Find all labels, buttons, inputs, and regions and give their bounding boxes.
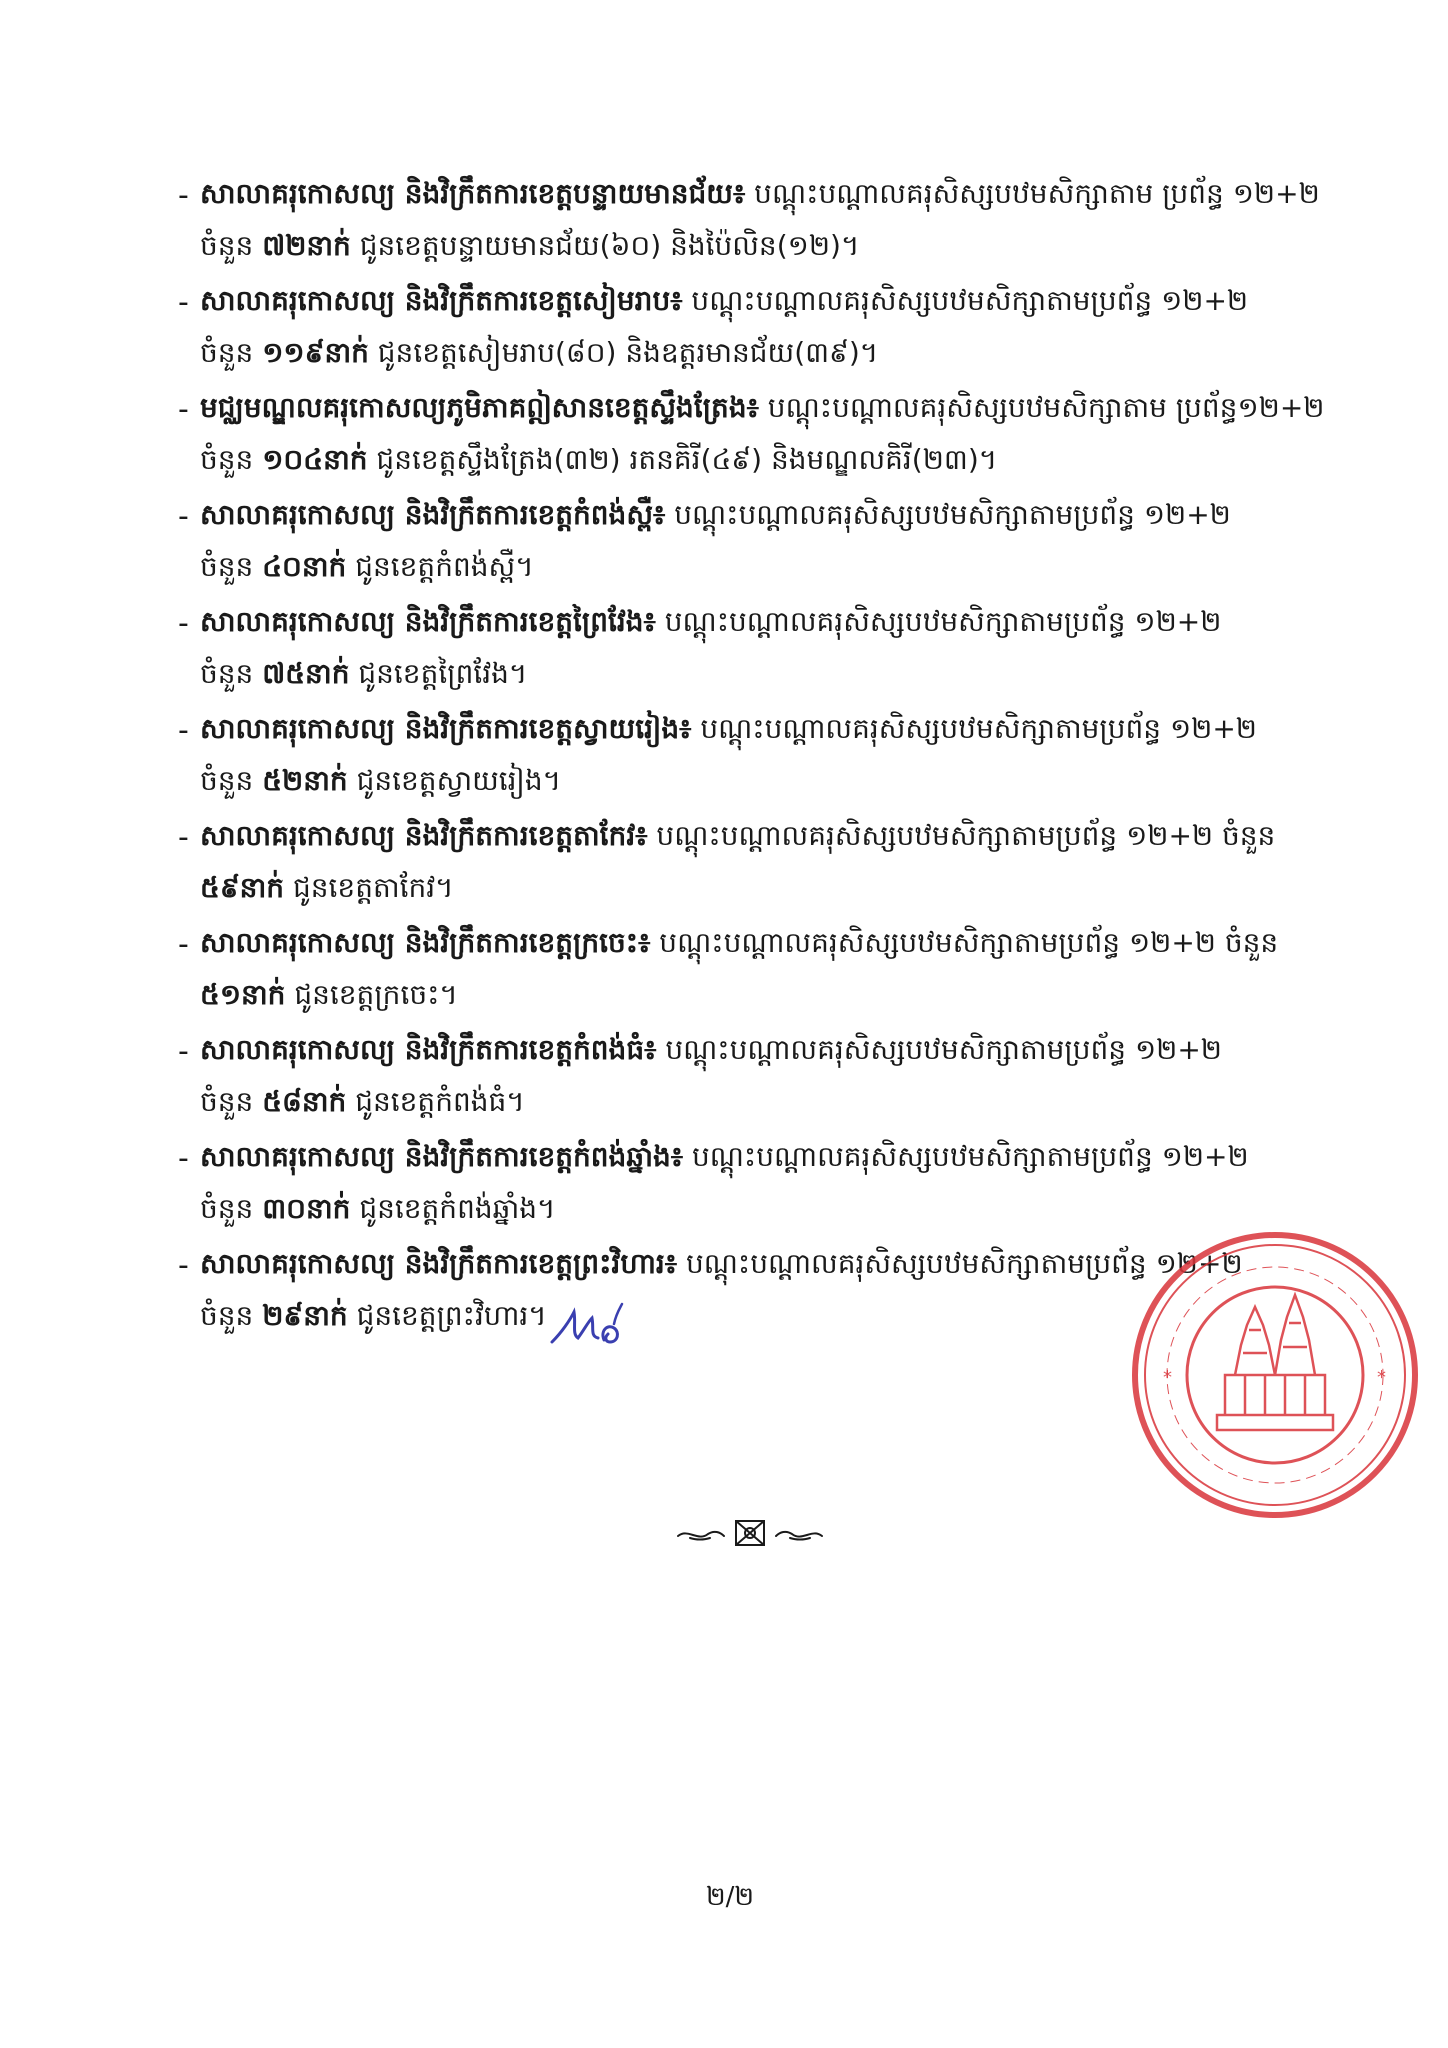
bullet-dash: - bbox=[178, 927, 189, 962]
count-prefix: ចំនួន bbox=[200, 443, 263, 476]
province-distribution: ជូនខេត្តបន្ទាយមានជ័យ(៦០) និងប៉ៃលិន(១២)។ bbox=[350, 229, 860, 262]
trainee-count: ២៩នាក់ bbox=[262, 1299, 348, 1332]
item-line-2 bbox=[200, 1076, 1328, 1128]
item-line-1 bbox=[200, 703, 1328, 755]
item-description: បណ្តុះបណ្តាលគរុសិស្សបឋមសិក្សាតាមប្រព័ន្ធ ១២+២ bbox=[691, 712, 1257, 745]
trainee-count: ១០៤នាក់ bbox=[262, 443, 368, 476]
count-prefix: ចំនួន bbox=[200, 550, 263, 583]
item-line-1 bbox=[200, 917, 1328, 969]
count-prefix: ចំនួន bbox=[200, 764, 263, 797]
svg-text:*: * bbox=[1377, 1367, 1386, 1388]
institution-name: សាលាគរុកោសល្យ និងវិក្រឹតការខេត្តសៀមរាប៖ bbox=[200, 284, 683, 317]
item-line-2 bbox=[200, 969, 1328, 1021]
bullet-dash: - bbox=[178, 1248, 189, 1283]
institution-name: សាលាគរុកោសល្យ និងវិក្រឹតការខេត្តព្រៃវែង៖ bbox=[200, 605, 656, 638]
trainee-count: ៤០នាក់ bbox=[262, 550, 347, 583]
bullet-dash: - bbox=[178, 820, 189, 855]
item-line-2 bbox=[200, 434, 1328, 486]
signature-mark bbox=[548, 1300, 630, 1350]
item-line-2 bbox=[200, 541, 1328, 593]
count-prefix: ចំនួន bbox=[200, 1192, 263, 1225]
allocation-list bbox=[178, 168, 1328, 1345]
item-description: បណ្តុះបណ្តាលគរុសិស្សបឋមសិក្សាតាមប្រព័ន្ធ ១២+២ bbox=[682, 284, 1249, 317]
province-distribution: ជូនខេត្តស្ទឹងត្រែង(៣២) រតនគិរី(៤៩) និងមណ្ឌលគិរី(២៣)។ bbox=[367, 443, 998, 476]
list-item bbox=[178, 1131, 1328, 1238]
list-item bbox=[178, 489, 1328, 596]
item-line-1 bbox=[200, 489, 1328, 541]
bullet-dash: - bbox=[178, 1141, 189, 1176]
province-distribution: ជូនខេត្តកំពង់ធំ។ bbox=[346, 1085, 525, 1118]
list-item bbox=[178, 703, 1328, 810]
bullet-dash: - bbox=[178, 178, 189, 213]
institution-name: សាលាគរុកោសល្យ និងវិក្រឹតការខេត្តស្វាយរៀង៖ bbox=[200, 712, 692, 745]
institution-name: សាលាគរុកោសល្យ និងវិក្រឹតការខេត្តក្រចេះ៖ bbox=[200, 926, 651, 959]
item-line-1 bbox=[200, 275, 1328, 327]
province-distribution: ជូនខេត្តតាកែវ។ bbox=[284, 871, 454, 904]
province-distribution: ជូនខេត្តព្រះវិហារ។ bbox=[347, 1299, 547, 1332]
trainee-count: ៥៨នាក់ bbox=[262, 1085, 347, 1118]
svg-text:*: * bbox=[1163, 1367, 1172, 1388]
province-distribution: ជូនខេត្តព្រៃវែង។ bbox=[349, 657, 528, 690]
trainee-count: ៧៥នាក់ bbox=[262, 657, 350, 690]
item-line-1 bbox=[200, 596, 1328, 648]
count-prefix: ចំនួន bbox=[200, 1299, 263, 1332]
bullet-dash: - bbox=[178, 392, 189, 427]
item-description: បណ្តុះបណ្តាលគរុសិស្សបឋមសិក្សាតាមប្រព័ន្ធ ១២+២ ចំនួន bbox=[647, 819, 1276, 852]
trainee-count: ៣០នាក់ bbox=[262, 1192, 351, 1225]
province-distribution: ជូនខេត្តក្រចេះ។ bbox=[285, 978, 458, 1011]
province-distribution: ជូនខេត្តស្វាយរៀង។ bbox=[347, 764, 562, 797]
bullet-dash: - bbox=[178, 285, 189, 320]
count-prefix: ចំនួន bbox=[200, 336, 263, 369]
item-line-2 bbox=[200, 755, 1328, 807]
list-item bbox=[178, 382, 1328, 489]
item-line-2 bbox=[200, 220, 1328, 272]
count-prefix: ចំនួន bbox=[200, 657, 263, 690]
item-line-2 bbox=[200, 648, 1328, 700]
trainee-count: ៥៩នាក់ bbox=[200, 871, 285, 904]
province-distribution: ជូនខេត្តសៀមរាប(៨០) និងឧត្តរមានជ័យ(៣៩)។ bbox=[368, 336, 879, 369]
page-number: ២/២ bbox=[705, 1882, 755, 1912]
list-item bbox=[178, 168, 1328, 275]
institution-name: មជ្ឈមណ្ឌលគរុកោសល្យភូមិភាគឦសានខេត្តស្ទឹងត្រែង៖ bbox=[200, 391, 759, 424]
bullet-dash: - bbox=[178, 606, 189, 641]
count-prefix: ចំនួន bbox=[200, 229, 263, 262]
item-description: បណ្តុះបណ្តាលគរុសិស្សបឋមសិក្សាតាមប្រព័ន្ធ ១២+២ bbox=[683, 1140, 1249, 1173]
institution-name: សាលាគរុកោសល្យ និងវិក្រឹតការខេត្តតាកែវ៖ bbox=[200, 819, 648, 852]
province-distribution: ជូនខេត្តកំពង់ឆ្នាំង។ bbox=[350, 1192, 556, 1225]
item-description: បណ្តុះបណ្តាលគរុសិស្សបឋមសិក្សាតាមប្រព័ន្ធ ១២+២ bbox=[656, 1033, 1222, 1066]
trainee-count: ៥១នាក់ bbox=[200, 978, 286, 1011]
institution-name: សាលាគរុកោសល្យ និងវិក្រឹតការខេត្តបន្ទាយមានជ័យ៖ bbox=[200, 177, 746, 210]
item-description: បណ្តុះបណ្តាលគរុសិស្សបឋមសិក្សាតាមប្រព័ន្ធ ១២+២ bbox=[677, 1247, 1243, 1280]
item-line-2 bbox=[200, 327, 1328, 379]
item-line-1 bbox=[200, 382, 1328, 434]
item-description: បណ្តុះបណ្តាលគរុសិស្សបឋមសិក្សាតាម ប្រព័ន្ធ១២+២ bbox=[758, 391, 1325, 424]
institution-name: សាលាគរុកោសល្យ និងវិក្រឹតការខេត្តកំពង់ឆ្នាំង៖ bbox=[200, 1140, 684, 1173]
institution-name: សាលាគរុកោសល្យ និងវិក្រឹតការខេត្តកំពង់ធំ៖ bbox=[200, 1033, 657, 1066]
count-prefix: ចំនួន bbox=[200, 1085, 263, 1118]
institution-name: សាលាគរុកោសល្យ និងវិក្រឹតការខេត្តព្រះវិហារ៖ bbox=[200, 1247, 678, 1280]
bullet-dash: - bbox=[178, 713, 189, 748]
bullet-dash: - bbox=[178, 1034, 189, 1069]
trainee-count: ១១៩នាក់ bbox=[262, 336, 369, 369]
item-description: បណ្តុះបណ្តាលគរុសិស្សបឋមសិក្សាតាមប្រព័ន្ធ ១២+២ bbox=[665, 498, 1231, 531]
list-item bbox=[178, 810, 1328, 917]
province-distribution: ជូនខេត្តកំពង់ស្ពឺ។ bbox=[346, 550, 534, 583]
item-description: បណ្តុះបណ្តាលគរុសិស្សបឋមសិក្សាតាមប្រព័ន្ធ ១២+២ bbox=[655, 605, 1222, 638]
list-item bbox=[178, 275, 1328, 382]
list-item bbox=[178, 917, 1328, 1024]
item-description: បណ្តុះបណ្តាលគរុសិស្សបឋមសិក្សាតាម ប្រព័ន្ធ ១២+២ bbox=[745, 177, 1320, 210]
trainee-count: ៥២នាក់ bbox=[262, 764, 348, 797]
item-line-1 bbox=[200, 1131, 1328, 1183]
item-line-1 bbox=[200, 168, 1328, 220]
institution-name: សាលាគរុកោសល្យ និងវិក្រឹតការខេត្តកំពង់ស្ពឺ៖ bbox=[200, 498, 666, 531]
item-line-1 bbox=[200, 810, 1328, 862]
bullet-dash: - bbox=[178, 499, 189, 534]
item-line-2 bbox=[200, 862, 1328, 914]
trainee-count: ៧២នាក់ bbox=[262, 229, 351, 262]
list-item bbox=[178, 596, 1328, 703]
official-seal bbox=[1125, 1225, 1425, 1525]
list-item bbox=[178, 1024, 1328, 1131]
item-line-1 bbox=[200, 1024, 1328, 1076]
end-ornament bbox=[670, 1518, 830, 1548]
item-description: បណ្តុះបណ្តាលគរុសិស្សបឋមសិក្សាតាមប្រព័ន្ធ ១២+២ ចំនួន bbox=[650, 926, 1279, 959]
